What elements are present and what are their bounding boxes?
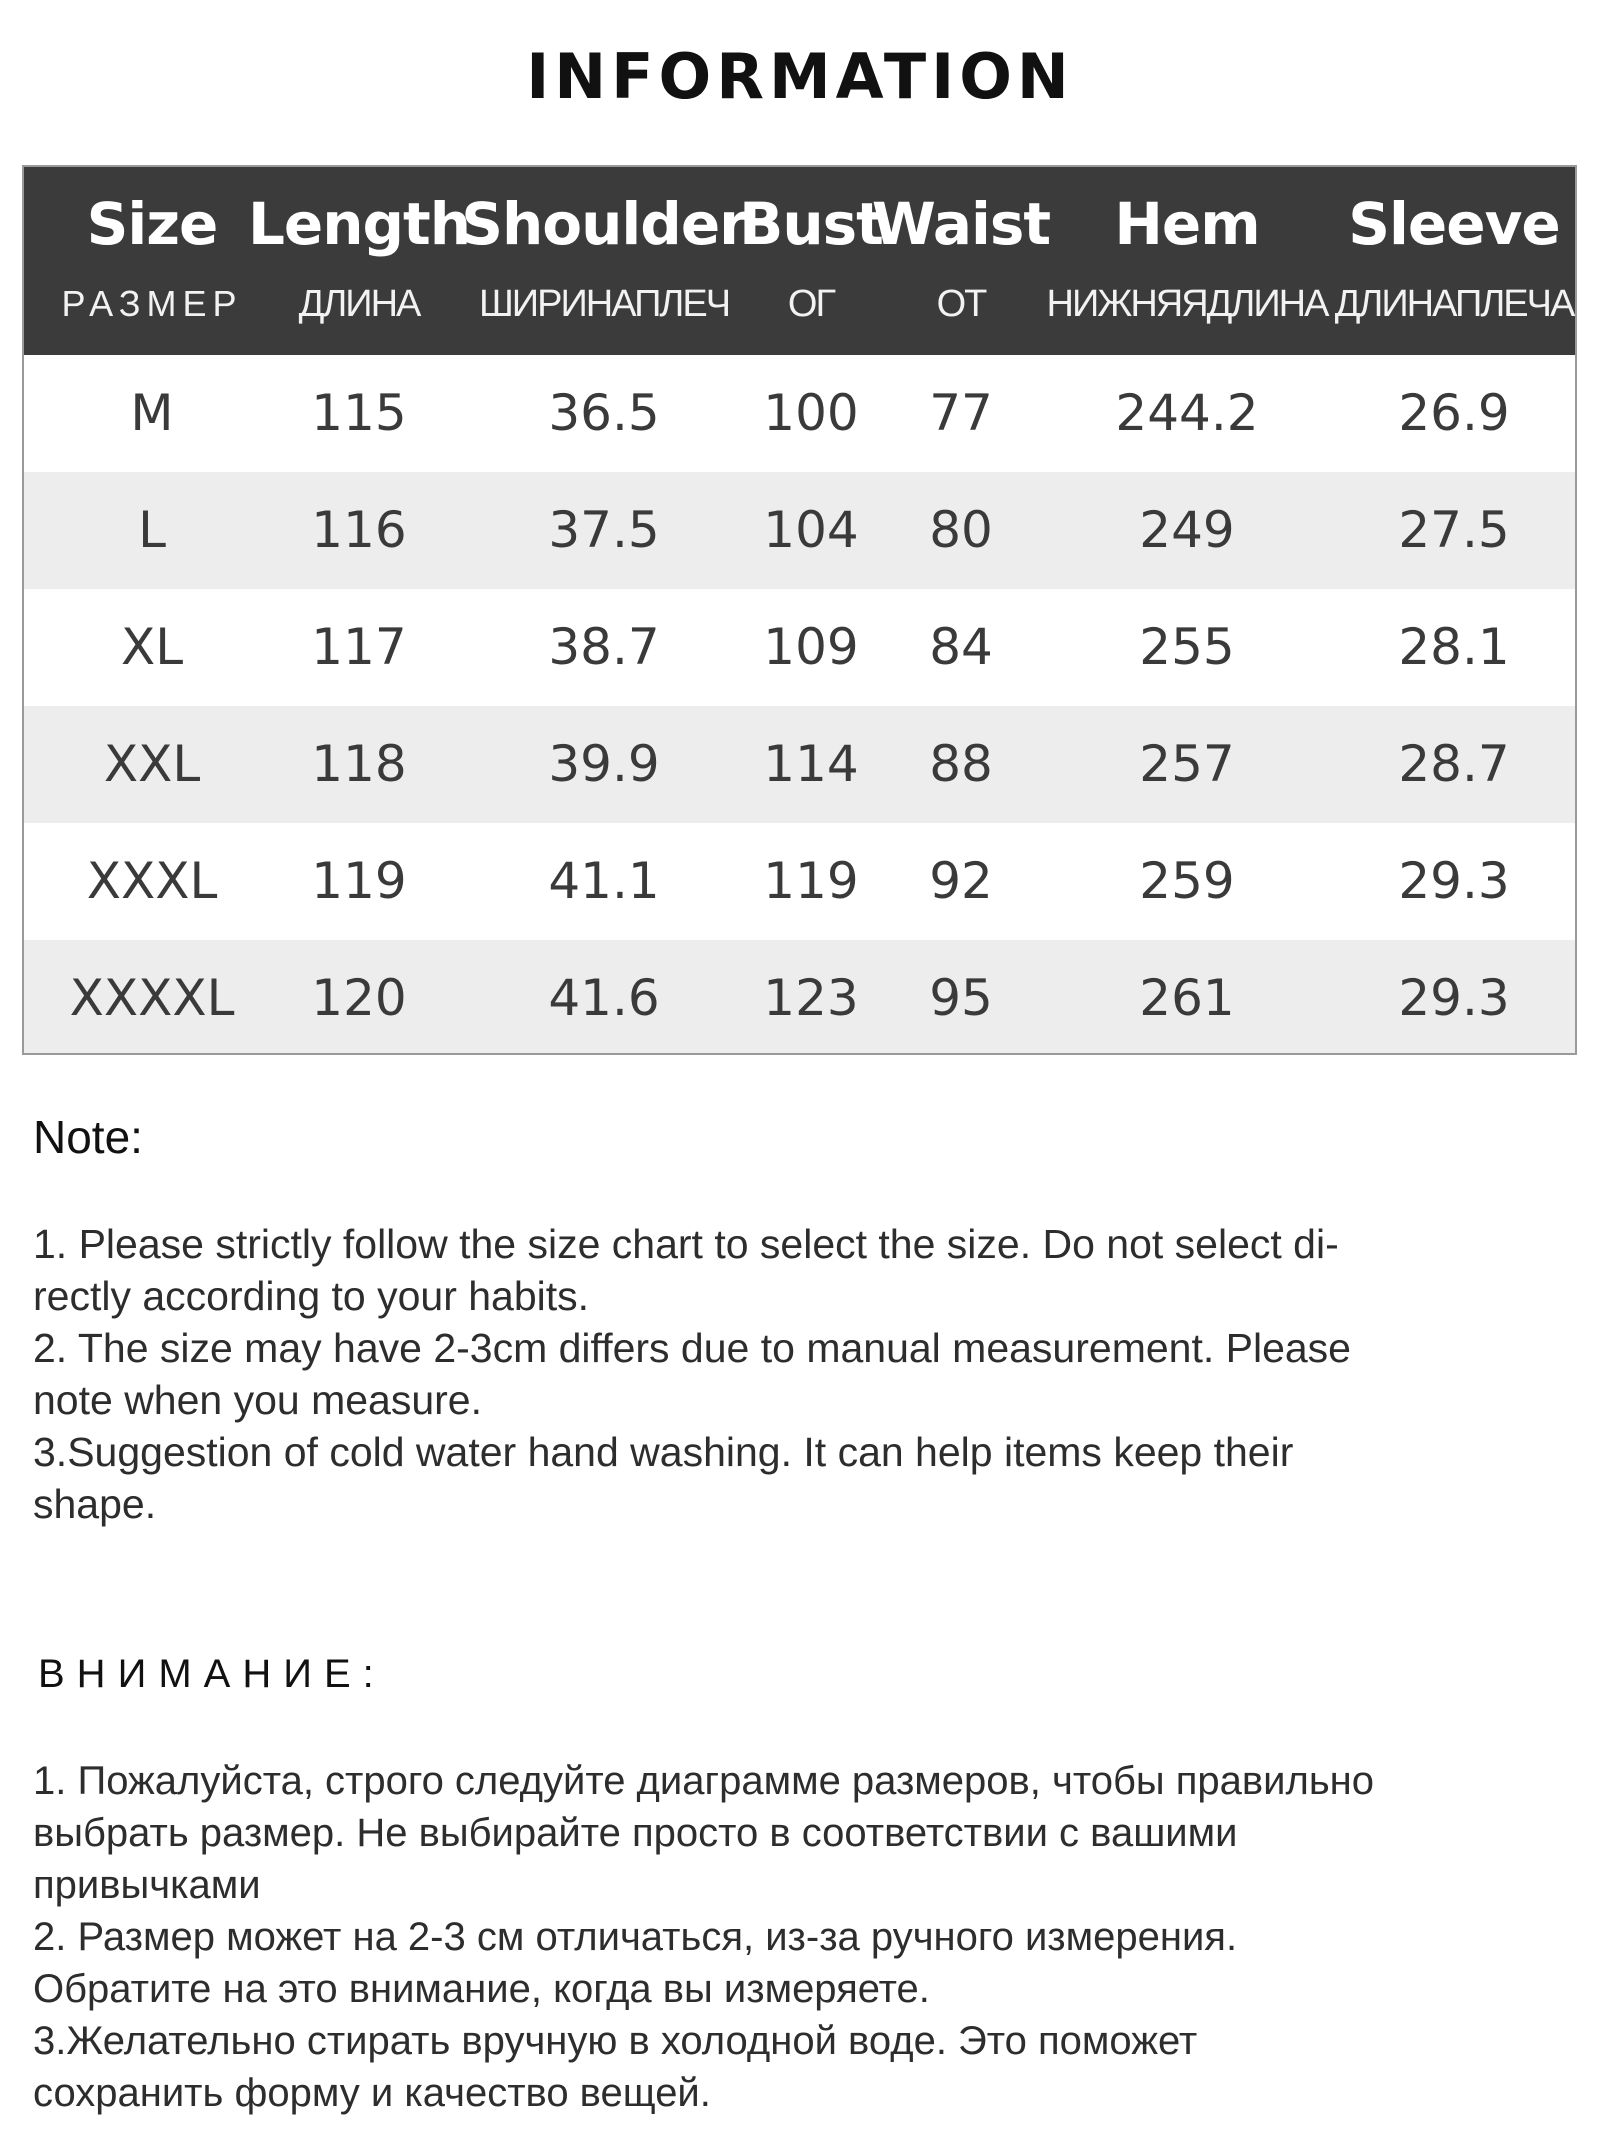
table-row <box>24 355 1575 472</box>
column-header-sublabel: ОГ <box>787 283 835 325</box>
table-cell: 38.7 <box>548 618 660 676</box>
table-cell: 104 <box>763 501 859 559</box>
ru-note-list <box>33 1755 1578 2119</box>
note-item: 1. Пожалуйста, строго следуйте диаграмме размеров, чтобы правильно выбрать размер. Не выбирайте просто в соответствии с вашими привычками <box>33 1759 1375 1907</box>
table-cell: 39.9 <box>548 735 660 793</box>
note-item: 2. The size may have 2-3cm differs due to manual measurement. Please note when you measure. <box>33 1325 1351 1423</box>
column-header-label: Sleeve <box>1348 190 1560 258</box>
table-cell: 117 <box>311 618 407 676</box>
table-cell: 27.5 <box>1398 501 1510 559</box>
table-cell: M <box>130 384 174 442</box>
table-cell: 28.7 <box>1398 735 1510 793</box>
column-header-sublabel: НИЖНЯЯДЛИНА <box>1046 283 1328 325</box>
column-header-sublabel: ОТ <box>936 283 986 325</box>
table-cell: 123 <box>763 969 859 1027</box>
column-header-label: Size <box>86 190 218 258</box>
size-chart-table <box>22 165 1577 1055</box>
table-cell: 249 <box>1139 501 1235 559</box>
table-cell: 26.9 <box>1398 384 1510 442</box>
column-header-sublabel: ДЛИНА <box>298 283 420 325</box>
column-header-label: Bust <box>739 190 883 258</box>
column-header-sublabel: РАЗМЕР <box>61 283 243 324</box>
table-cell: 119 <box>311 852 407 910</box>
table-cell: 109 <box>763 618 859 676</box>
table-cell: 261 <box>1139 969 1235 1027</box>
table-cell: 36.5 <box>548 384 660 442</box>
table-row <box>24 589 1575 706</box>
column-header-hem <box>1046 167 1328 355</box>
table-cell: 80 <box>929 501 993 559</box>
table-cell: 95 <box>929 969 993 1027</box>
table-cell: 29.3 <box>1398 969 1510 1027</box>
table-row <box>24 472 1575 589</box>
table-header <box>24 167 1575 355</box>
table-cell: 29.3 <box>1398 852 1510 910</box>
table-cell: XL <box>120 618 184 676</box>
table-cell: 88 <box>929 735 993 793</box>
column-header-sublabel: ШИРИНАПЛЕЧ <box>478 283 730 325</box>
table-cell: XXL <box>103 735 201 793</box>
column-header-sublabel: ДЛИНАПЛЕЧА <box>1334 283 1574 325</box>
note-item: 3.Желательно стирать вручную в холодной воде. Это поможет сохранить форму и качество вещей. <box>33 2019 1198 2115</box>
table-cell: 41.6 <box>548 969 660 1027</box>
table-cell: XXXXL <box>69 969 235 1027</box>
table-cell: 114 <box>763 735 859 793</box>
note-item: 1. Please strictly follow the size chart to select the size. Do not select di- rectly according to your habits. <box>33 1221 1339 1319</box>
table-cell: 92 <box>929 852 993 910</box>
table-cell: 257 <box>1139 735 1235 793</box>
column-header-length <box>247 167 471 355</box>
table-cell: 37.5 <box>548 501 660 559</box>
table-cell: 118 <box>311 735 407 793</box>
table-cell: 77 <box>929 384 993 442</box>
table-row <box>24 940 1575 1055</box>
table-cell: 259 <box>1139 852 1235 910</box>
table-cell: 120 <box>311 969 407 1027</box>
note-heading: Note: <box>33 1111 143 1163</box>
column-header-label: Hem <box>1114 190 1260 258</box>
ru-note-heading: ВНИМАНИЕ: <box>38 1652 386 1696</box>
note-item: 3.Suggestion of cold water hand washing. It can help items keep their shape. <box>33 1429 1294 1527</box>
column-header-sleeve <box>1329 167 1577 355</box>
table-row <box>24 823 1575 940</box>
table-cell: 84 <box>929 618 993 676</box>
table-cell: XXXL <box>86 852 218 910</box>
table-cell: L <box>138 501 166 559</box>
table-row <box>24 706 1575 823</box>
table-cell: 255 <box>1139 618 1235 676</box>
table-cell: 116 <box>311 501 407 559</box>
note-list <box>33 1218 1563 1530</box>
column-header-label: Waist <box>871 190 1051 258</box>
column-header-label: Length <box>247 190 471 258</box>
column-header-label: Shoulder <box>461 190 747 258</box>
column-header-waist <box>871 167 1051 355</box>
table-cell: 100 <box>763 384 859 442</box>
table-cell: 28.1 <box>1398 618 1510 676</box>
table-cell: 119 <box>763 852 859 910</box>
note-item: 2. Размер может на 2-3 см отличаться, из-за ручного измерения. Обратите на это внимание, когда вы измеряете. <box>33 1915 1238 2011</box>
table-cell: 244.2 <box>1115 384 1259 442</box>
page-title: INFORMATION <box>526 40 1074 113</box>
table-cell: 41.1 <box>548 852 660 910</box>
table-cell: 115 <box>311 384 407 442</box>
table-body <box>24 355 1575 1055</box>
column-header-shoulder <box>461 167 747 355</box>
